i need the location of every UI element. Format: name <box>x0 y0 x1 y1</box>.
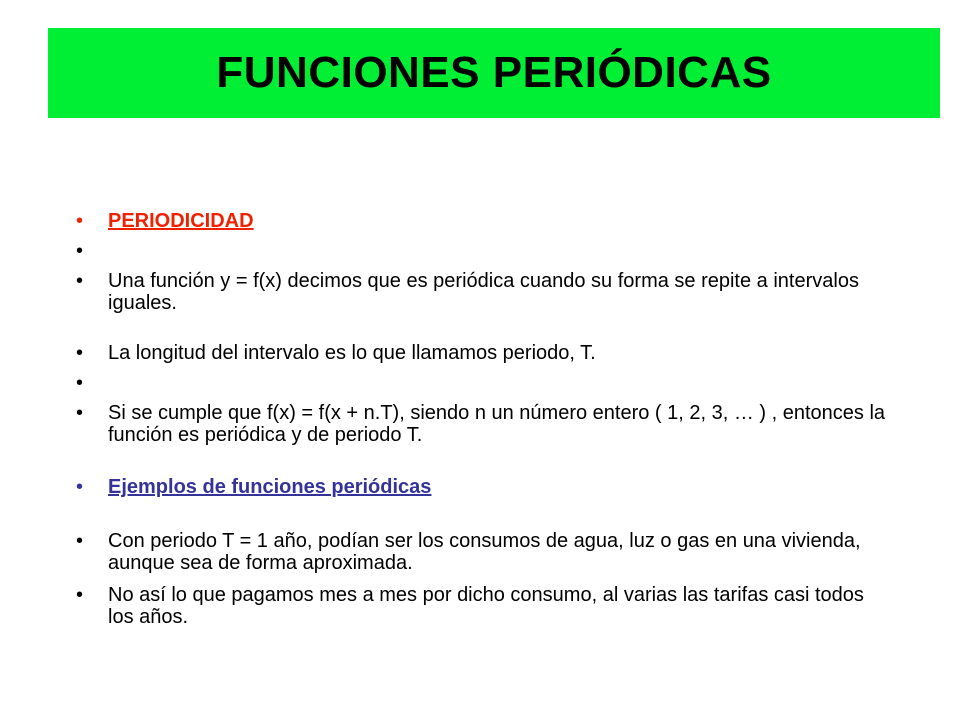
bullet-interval <box>72 342 892 364</box>
bullet-periodicidad <box>72 210 892 232</box>
heading-periodicidad: PERIODICIDAD <box>108 210 254 232</box>
bullet-glyph: • <box>76 584 84 606</box>
condition-text: Si se cumple que f(x) = f(x + n.T), siendo n un número entero ( 1, 2, 3, … ) , entonces la función es periódica y de periodo T. <box>108 402 886 446</box>
definition-text: Una función y = f(x) decimos que es periódica cuando su forma se repite a intervalos iguales. <box>108 270 859 314</box>
bullet-definition <box>72 270 892 314</box>
bullet-example-payment <box>72 584 892 628</box>
bullet-examples <box>72 476 892 498</box>
bullet-empty-2 <box>72 372 892 394</box>
bullet-empty-1 <box>72 240 892 262</box>
bullet-glyph: • <box>76 342 84 364</box>
slide-title: FUNCIONES PERIÓDICAS <box>216 48 772 97</box>
heading-examples: Ejemplos de funciones periódicas <box>108 476 432 498</box>
interval-text: La longitud del intervalo es lo que llamamos periodo, T. <box>108 342 596 364</box>
bullet-glyph: • <box>76 372 84 394</box>
bullet-condition <box>72 402 892 446</box>
example-consumption-text: Con periodo T = 1 año, podían ser los consumos de agua, luz o gas en una vivienda, aunque sea de forma aproximada. <box>108 530 861 574</box>
bullet-glyph: • <box>76 270 84 292</box>
bullet-glyph: • <box>76 530 84 552</box>
example-payment-text: No así lo que pagamos mes a mes por dicho consumo, al varias las tarifas casi todos los años. <box>108 584 864 628</box>
bullet-example-consumption <box>72 530 892 574</box>
bullet-glyph: • <box>76 402 84 424</box>
bullet-glyph: • <box>76 476 84 498</box>
title-banner <box>48 28 940 118</box>
bullet-glyph: • <box>76 240 84 262</box>
bullet-glyph: • <box>76 210 84 232</box>
bullet-list <box>72 210 892 628</box>
